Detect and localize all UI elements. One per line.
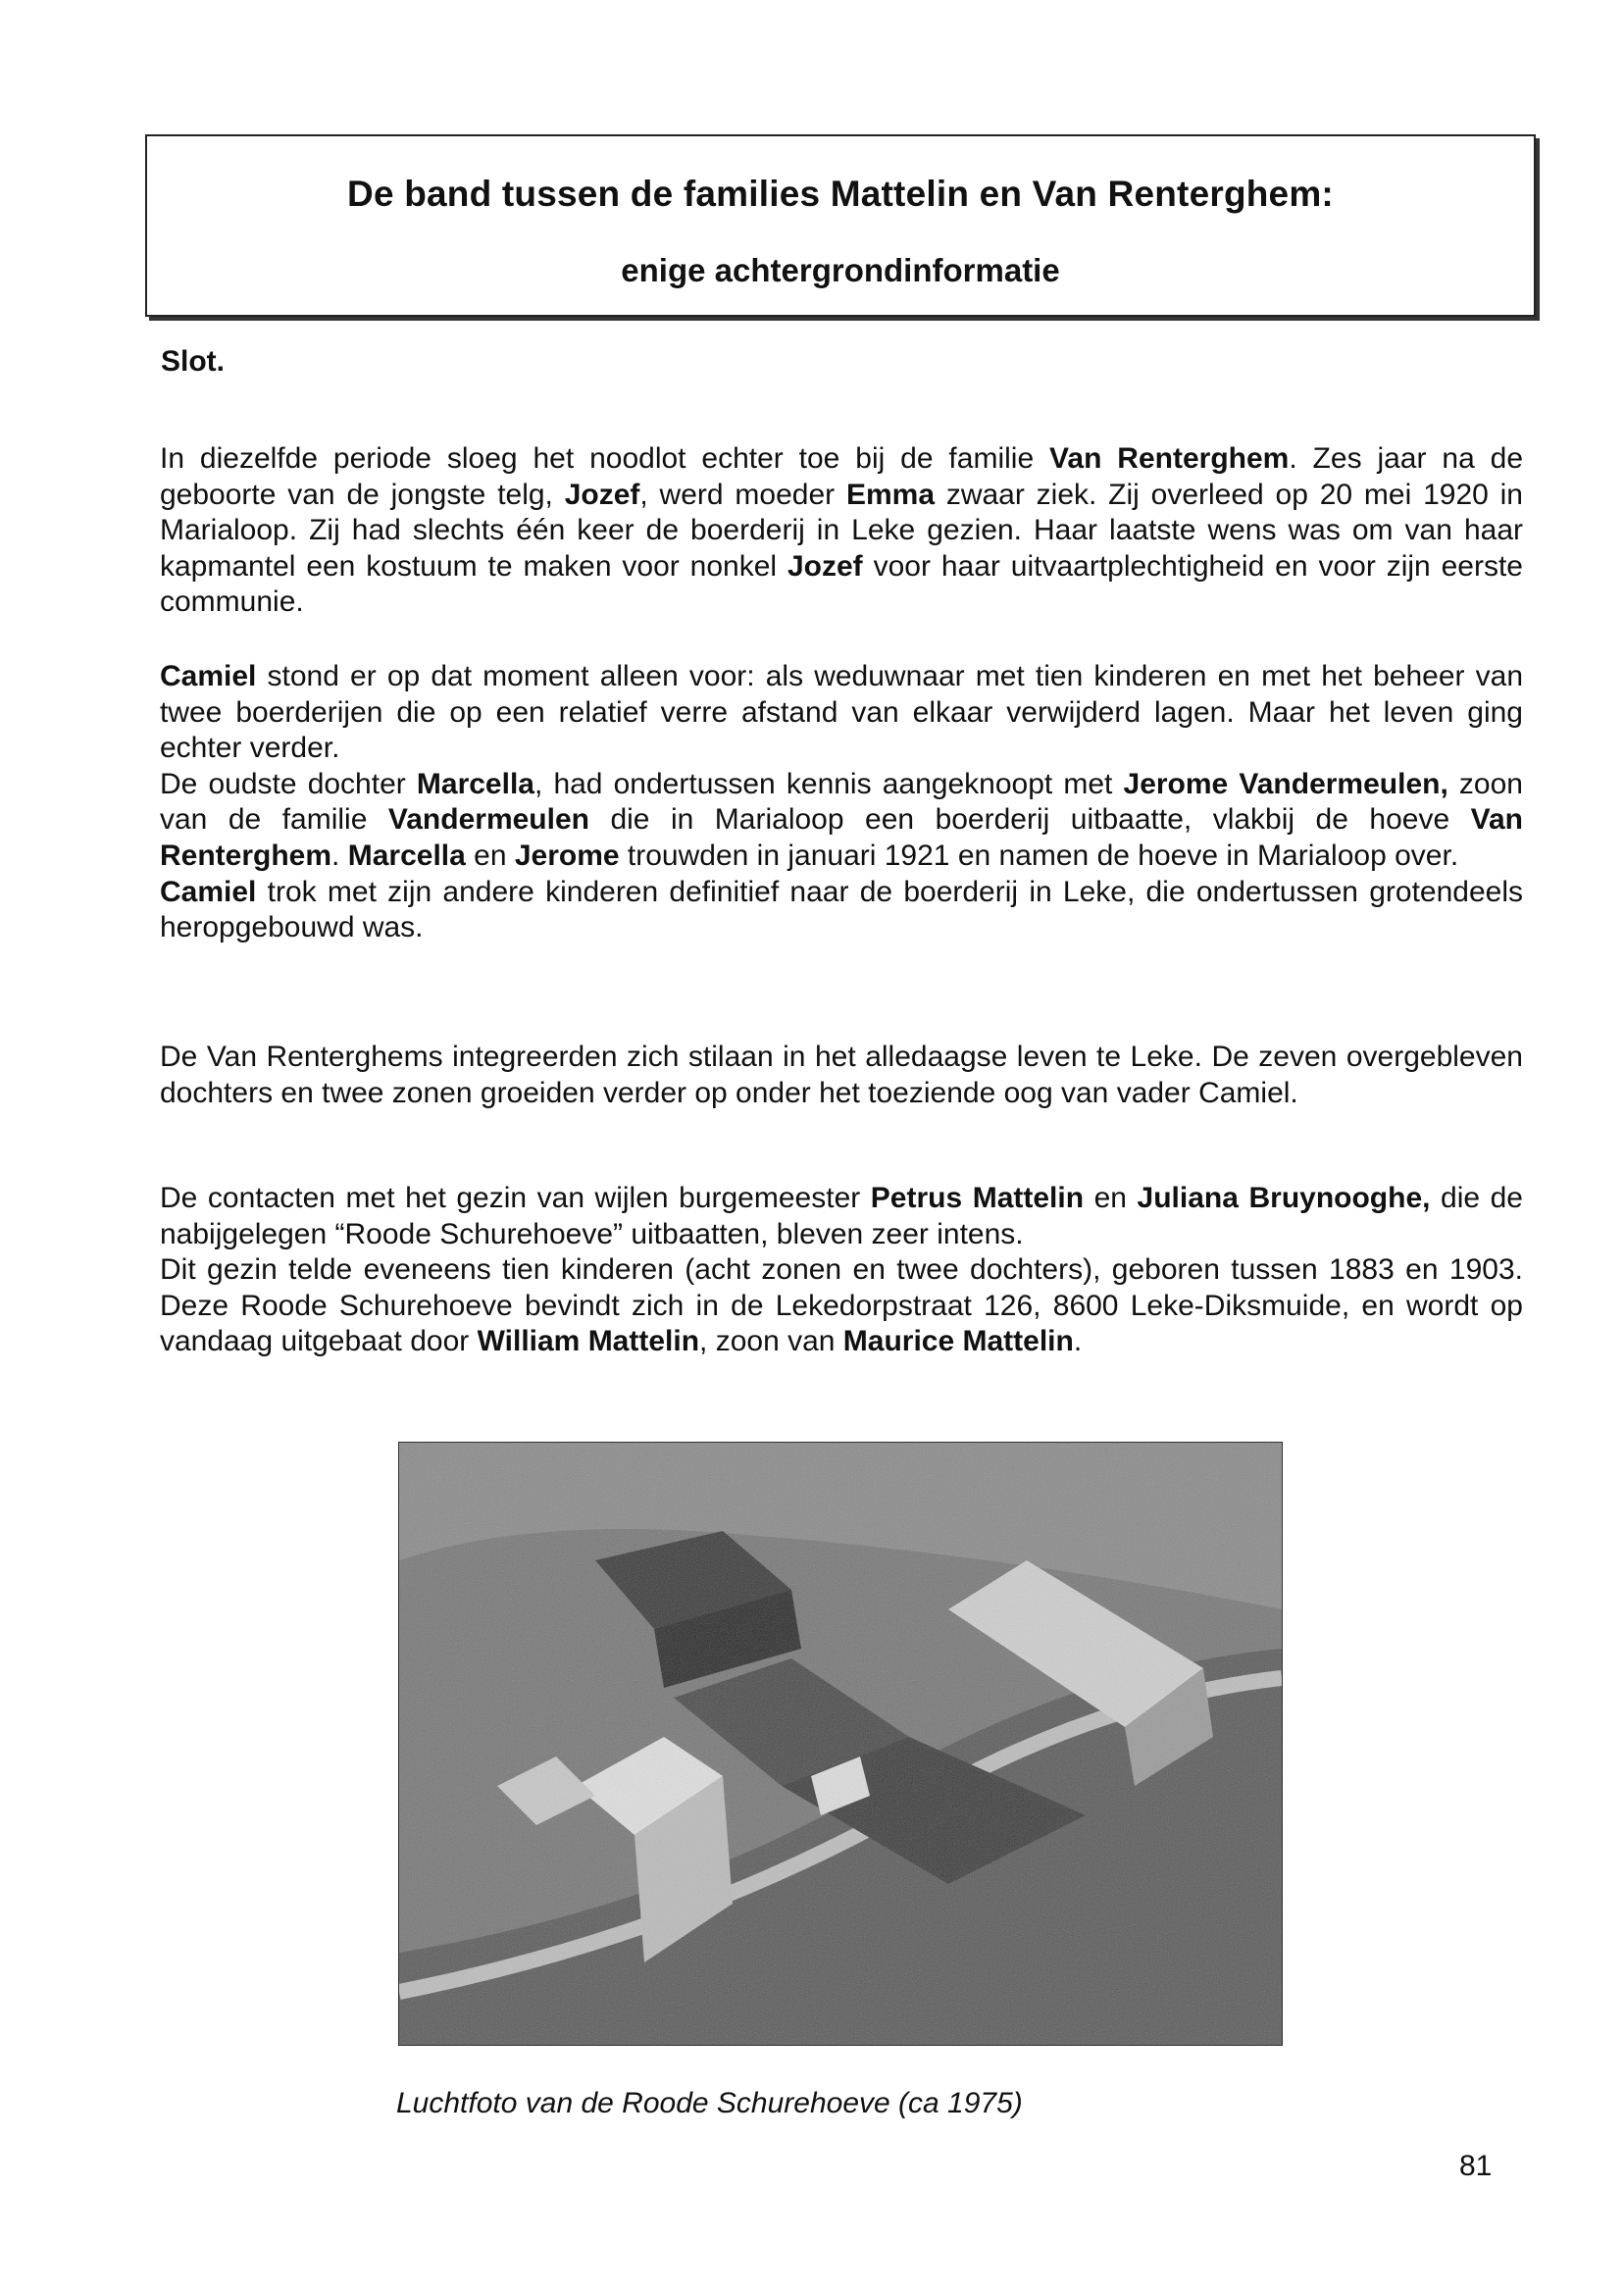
bold-name: Vandermeulen — [387, 803, 589, 837]
bold-name: Juliana Bruynooghe, — [1137, 1182, 1431, 1214]
bold-name: Jozef — [564, 478, 640, 511]
text-run: , zoon van — [699, 1325, 843, 1358]
text-run: trouwden in januari 1921 en namen de hoeve in Marialoop over. — [619, 839, 1459, 872]
text-run: die in Marialoop een boerderij uitbaatte, vlakbij de hoeve — [588, 803, 1471, 837]
text-run: , had ondertussen kennis aangeknoopt met — [533, 767, 1124, 800]
text-run: trok met zijn andere kinderen definitief naar de boerderij in Leke, die ondertussen grotendeels heropgebouwd was. — [160, 875, 1523, 944]
bold-name: Petrus Mattelin — [870, 1182, 1085, 1214]
photo-caption: Luchtfoto van de Roode Schurehoeve (ca 1975) — [396, 2087, 1023, 2119]
text-run: voor haar uitvaartplechtigheid en voor zijn eerste communie. — [160, 549, 1523, 619]
section-label: Slot. — [161, 345, 225, 378]
text-run: zoon van de familie — [160, 767, 1523, 837]
bold-name: Marcella — [347, 839, 466, 872]
paragraph-3 — [160, 1040, 1523, 1111]
bold-name: Marcella — [416, 767, 534, 800]
bold-name: William Mattelin — [477, 1325, 700, 1358]
paragraph-text — [160, 659, 1523, 946]
text-run: De oudste dochter — [160, 767, 417, 800]
bold-name: Van Renterghem — [160, 803, 1523, 872]
text-run: , werd moeder — [639, 478, 846, 511]
bold-name: Jozef — [787, 549, 863, 583]
paragraph-2 — [160, 659, 1523, 946]
bold-name: Jerome — [514, 839, 620, 872]
text-run: De Van Renterghems integreerden zich stilaan in het alledaagse leven te Leke. De zeven overgebleven dochters en twee zonen groeiden verder op onder het toeziende oog van vader Camiel. — [160, 1041, 1523, 1109]
text-run: en — [465, 839, 515, 872]
paragraph-text — [160, 1040, 1523, 1111]
paragraph-1 — [160, 441, 1523, 621]
bold-name: Jerome Vandermeulen, — [1123, 767, 1448, 800]
bold-name: Camiel — [160, 660, 257, 692]
text-run: In diezelfde periode sloeg het noodlot echter toe bij de familie — [160, 442, 1050, 475]
text-run: Dit gezin telde eveneens tien kinderen (acht zonen en twee dochters), geboren tussen 1883 en 1903. Deze Roode Schurehoeve bevindt zich in de Lekedorpstraat 126, 8600 Leke-Diksmuide, en wordt op vandaag uitgebaat door — [160, 1253, 1523, 1358]
page-number: 81 — [1459, 2150, 1493, 2182]
text-run: zwaar ziek. Zij overleed op 20 mei 1920 in Marialoop. Zij had slechts één keer de boerderij in Leke gezien. Haar laatste wens was om van haar kapmantel een kostuum te maken voor nonkel — [160, 478, 1523, 583]
bold-name: Maurice Mattelin — [842, 1325, 1074, 1358]
paragraph-4 — [160, 1181, 1523, 1360]
text-run: De contacten met het gezin van wijlen burgemeester — [160, 1182, 871, 1214]
bold-name: Van Renterghem — [1049, 442, 1290, 475]
text-run: . — [1073, 1325, 1083, 1358]
text-run: . Zes jaar na de geboorte van de jongste telg, — [160, 442, 1524, 511]
aerial-photo — [398, 1442, 1283, 2046]
page-title: De band tussen de families Mattelin en Van Renterghem: — [347, 174, 1334, 214]
text-run: stond er op dat moment alleen voor: als weduwnaar met tien kinderen en met het beheer van twee boerderijen die op een relatief verre afstand van elkaar verwijderd lagen. Maar het leven ging echter verder. — [160, 660, 1523, 765]
farm-aerial-illustration — [399, 1443, 1282, 2045]
text-run: . — [331, 839, 348, 872]
title-box — [145, 134, 1536, 317]
bold-name: Emma — [845, 478, 935, 511]
text-run: die de nabijgelegen “Roode Schurehoeve” uitbaatten, bleven zeer intens. — [160, 1182, 1523, 1250]
page-subtitle: enige achtergrondinformatie — [621, 252, 1060, 288]
paragraph-text — [160, 1181, 1523, 1360]
text-run: en — [1084, 1182, 1138, 1214]
bold-name: Camiel — [160, 875, 257, 908]
paragraph-text — [160, 441, 1523, 621]
